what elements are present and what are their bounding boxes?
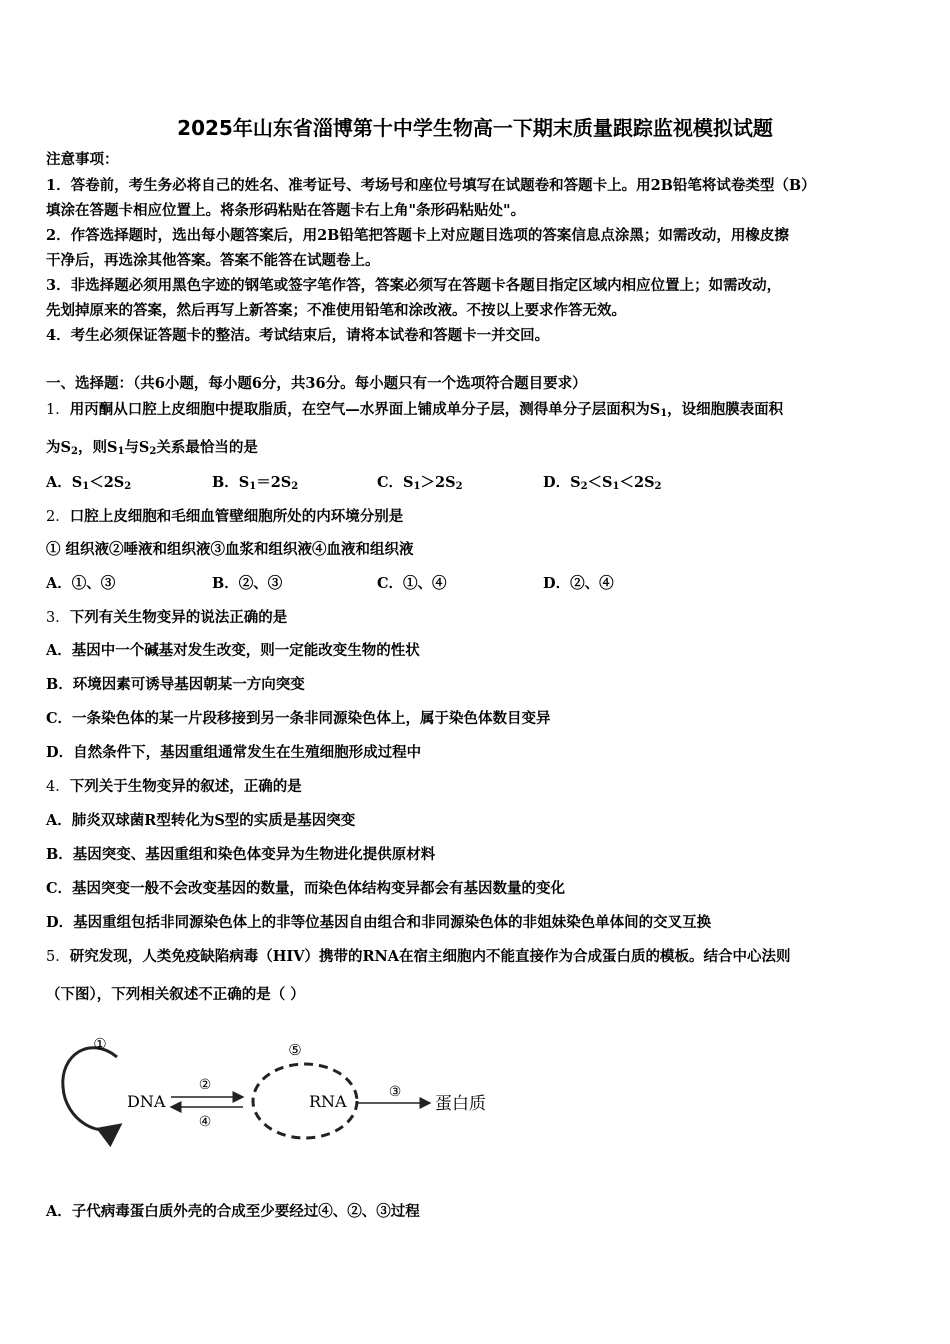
notice-line: 先划掉原来的答案，然后再写上新答案；不准使用铅笔和涂改液。不按以上要求作答无效。	[46, 302, 626, 319]
protein-label: 蛋白质	[435, 1094, 486, 1114]
rna-label: RNA	[309, 1092, 347, 1111]
section-heading: 一、选择题：（共6小题，每小题6分，共36分。每小题只有一个选项符合题目要求）	[46, 375, 587, 392]
option-d[interactable]: D．基因重组包括非同源染色体上的非等位基因自由组合和非同源染色体的非姐妹染色单体间的交叉互换	[46, 914, 712, 931]
question-number: 4．	[46, 779, 70, 795]
option-a[interactable]: A．①、③	[46, 575, 116, 592]
question-number: 5．	[46, 949, 70, 965]
question-2-choices: ① 组织液②唾液和组织液③血浆和组织液④血液和组织液	[46, 541, 414, 558]
option-a[interactable]: A．子代病毒蛋白质外壳的合成至少要经过④、②、③过程	[46, 1203, 420, 1220]
label-3: ③	[388, 1084, 402, 1100]
label-5: ⑤	[288, 1041, 302, 1059]
central-dogma-diagram	[55, 1025, 515, 1150]
question-2-stem: 2．口腔上皮细胞和毛细血管壁细胞所处的内环境分别是	[46, 508, 404, 525]
question-5-line-2: （下图），下列相关叙述不正确的是（ ）	[46, 986, 305, 1003]
option-c[interactable]: C．$S_1>2S_2$	[377, 474, 463, 492]
label-4: ④	[198, 1114, 212, 1130]
notice-line: 4．考生必须保证答题卡的整洁。考试结束后，请将本试卷和答题卡一并交回。	[46, 327, 550, 344]
question-3-stem: 3．下列有关生物变异的说法正确的是	[46, 609, 288, 626]
option-a[interactable]: A．$S_1<2S_2$	[46, 474, 132, 492]
question-4-stem: 4．下列关于生物变异的叙述，正确的是	[46, 778, 302, 795]
option-c[interactable]: C．一条染色体的某一片段移接到另一条非同源染色体上，属于染色体数目变异	[46, 710, 551, 727]
question-1-line-2: 为$S_2$，则$S_1$与$S_2$关系最恰当的是	[46, 439, 258, 457]
notice-line: 填涂在答题卡相应位置上。将条形码粘贴在答题卡右上角"条形码粘贴处"。	[46, 202, 526, 219]
option-b[interactable]: B．②、③	[212, 575, 283, 592]
option-b[interactable]: B．$S_1=2S_2$	[212, 474, 299, 492]
notice-line: 干净后，再选涂其他答案。答案不能答在试题卷上。	[46, 252, 380, 269]
question-1-line-1: 1．用丙酮从口腔上皮细胞中提取脂质，在空气—水界面上铺成单分子层，测得单分子层面积为$S_1$，设细胞膜表面积	[46, 401, 784, 419]
question-number: 2．	[46, 509, 70, 525]
option-a[interactable]: A．基因中一个碱基对发生改变，则一定能改变生物的性状	[46, 642, 420, 659]
replication-arrow	[63, 1048, 120, 1130]
option-a[interactable]: A．肺炎双球菌R型转化为S型的实质是基因突变	[46, 812, 356, 829]
notice-line: 3．非选择题必须用黑色字迹的钢笔或签字笔作答，答案必须写在答题卡各题目指定区域内相应位置上；如需改动，	[46, 277, 782, 294]
option-d[interactable]: D．$S_2<S_1<2S_2$	[543, 474, 662, 492]
option-c[interactable]: C．①、④	[377, 575, 447, 592]
notice-line: 2．作答选择题时，选出每小题答案后，用2B铅笔把答题卡上对应题目选项的答案信息点涂黑；如需改动，用橡皮擦	[46, 227, 789, 244]
notice-heading: 注意事项：	[46, 151, 119, 168]
label-2: ②	[198, 1077, 212, 1093]
notice-line: 1．答卷前，考生务必将自己的姓名、准考证号、考场号和座位号填写在试题卷和答题卡上。用2B铅笔将试卷类型（B）	[46, 177, 816, 194]
page-title: 2025年山东省淄博第十中学生物高一下期末质量跟踪监视模拟试题	[177, 116, 773, 140]
label-1: ①	[93, 1035, 107, 1053]
option-d[interactable]: D．自然条件下，基因重组通常发生在生殖细胞形成过程中	[46, 744, 422, 761]
option-d[interactable]: D．②、④	[543, 575, 614, 592]
option-c[interactable]: C．基因突变一般不会改变基因的数量，而染色体结构变异都会有基因数量的变化	[46, 880, 566, 897]
question-5-line-1: 5．研究发现，人类免疫缺陷病毒（HIV）携带的RNA在宿主细胞内不能直接作为合成蛋白质的模板。结合中心法则	[46, 948, 791, 965]
question-number: 1．	[46, 402, 70, 418]
question-number: 3．	[46, 610, 70, 626]
dna-label: DNA	[127, 1092, 166, 1111]
option-b[interactable]: B．环境因素可诱导基因朝某一方向突变	[46, 676, 305, 693]
option-b[interactable]: B．基因突变、基因重组和染色体变异为生物进化提供原材料	[46, 846, 436, 863]
